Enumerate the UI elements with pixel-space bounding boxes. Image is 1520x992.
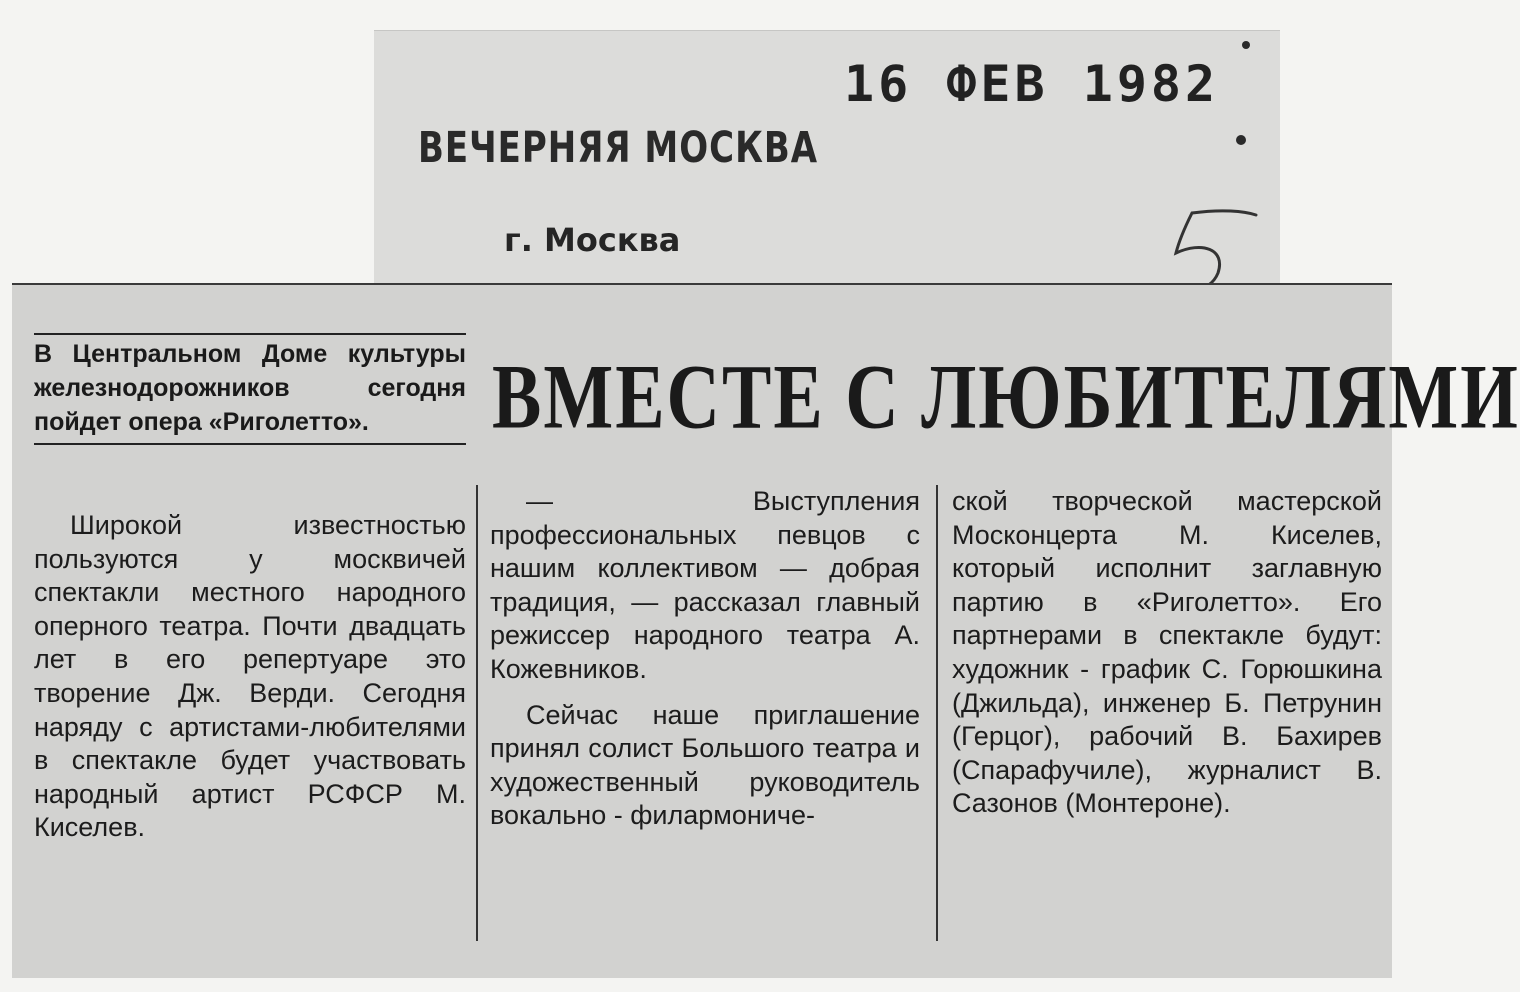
stamp-city: г. Москва [504,221,681,259]
stamp-date: 16 ФЕВ 1982 [844,55,1220,113]
article-paragraph: — Выступления профессиональных певцов с нашим коллективом — добрая традиция, — рассказал главный режиссер народного театра А. Кожевников. [490,486,920,684]
article-column-2 [490,485,920,833]
ink-dot [1242,41,1250,49]
ink-dot [1236,135,1246,145]
column-divider [476,485,478,941]
article-headline: ВМЕСТЕ С ЛЮБИТЕЛЯМИ [492,346,1520,449]
article-paragraph: ской творческой мастерской Москонцерта М. Киселев, который исполнит заглавную партию в «Риголетто». Его партнерами в спектакле будут: художник - график С. Горюшкина (Джильда), инженер Б. Петрунин (Герцог), рабочий В. Бахирев (Спарафучиле), журналист В. Сазонов (Монтероне). [952,486,1382,819]
column-divider [936,485,938,941]
newspaper-clipping [12,283,1520,978]
archive-stamp-card [374,30,1280,296]
article-lead: В Центральном Доме культуры железнодорожников сегодня пойдет опера «Риголетто». [34,333,466,445]
article-paragraph: Сейчас наше приглашение принял солист Большого театра и художественный руководитель вокально - филармониче- [490,699,920,831]
article-column-1 [34,509,466,845]
article-paragraph: Широкой известностью пользуются у москвичей спектакли местного народного оперного театра. Почти двадцать лет в его репертуаре это творение Дж. Верди. Сегодня наряду с артистами-любителями в спектакле будет участвовать народный артист РСФСР М. Киселев. [34,510,466,843]
stamp-newspaper-name: ВЕЧЕРНЯЯ МОСКВА [418,123,819,173]
article-column-3 [952,485,1382,821]
